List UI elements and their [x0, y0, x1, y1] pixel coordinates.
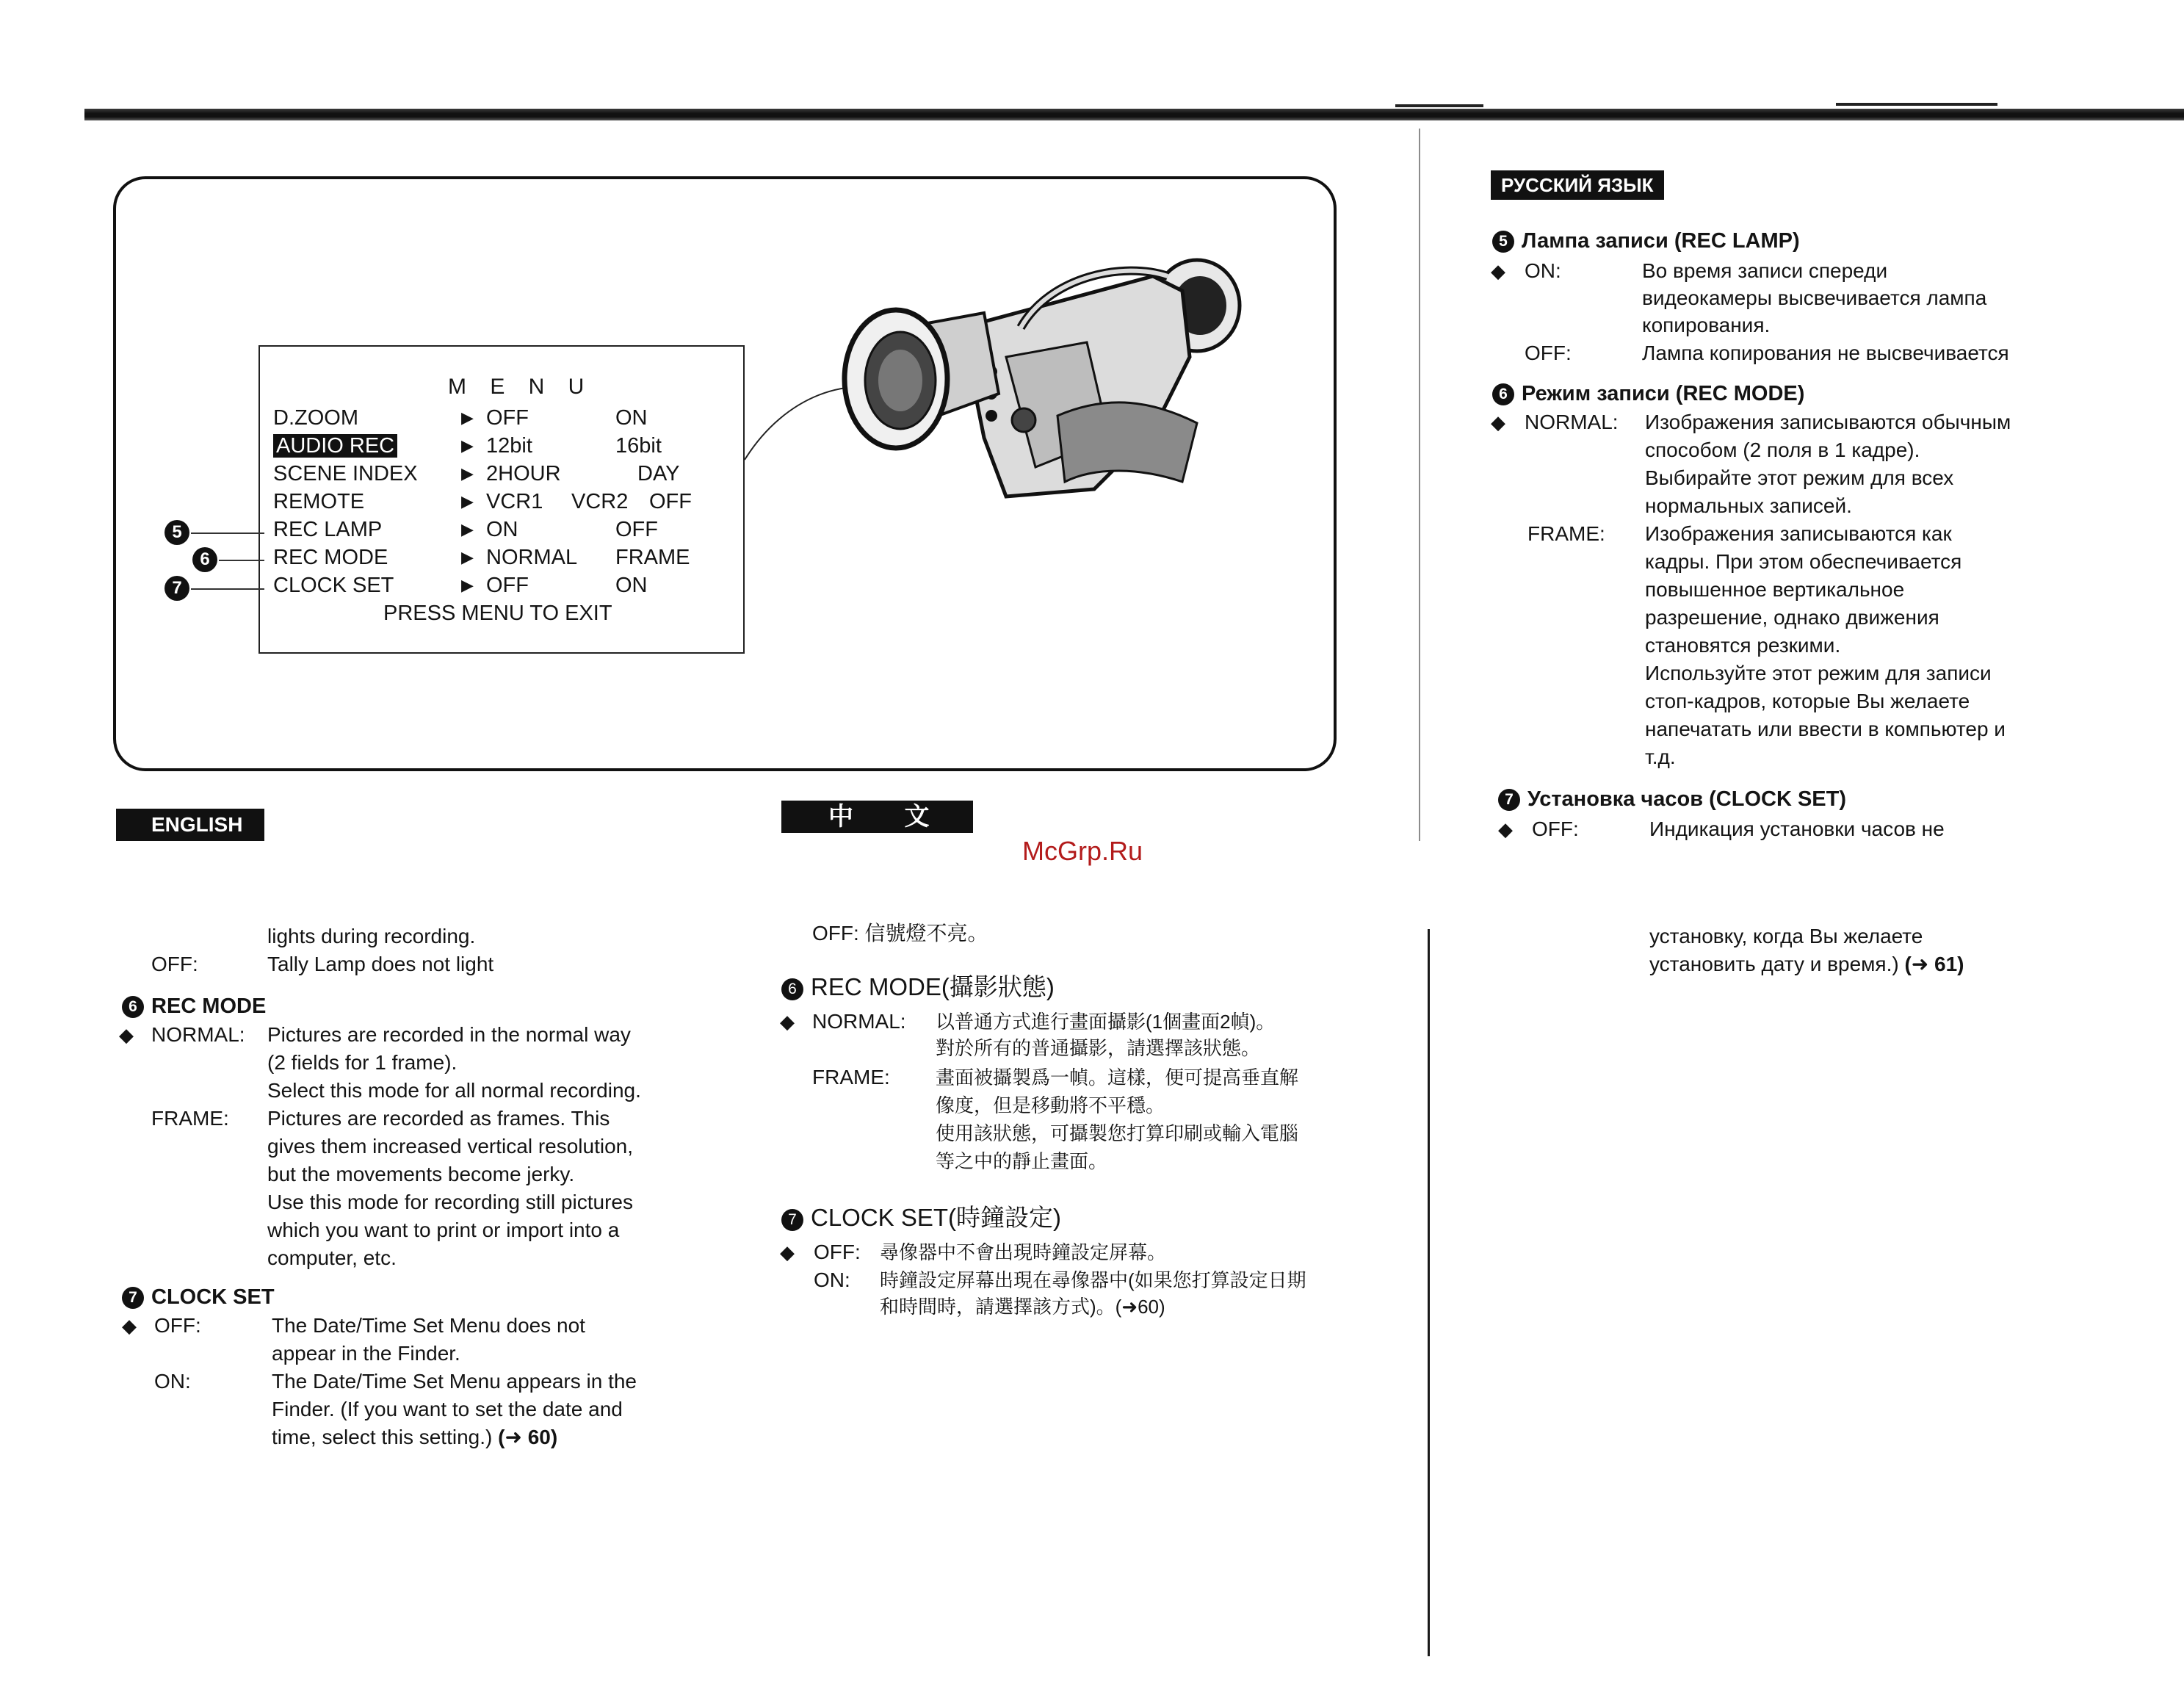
en-normal-line: Pictures are recorded in the normal way — [267, 1023, 631, 1046]
ru-clock-off-text: Индикация установки часов не — [1649, 817, 1945, 840]
zh-clock-on-line: 和時間時，請選擇該方式)。(➜60) — [880, 1296, 1165, 1318]
menu-label-rec-lamp: REC LAMP — [273, 518, 383, 541]
en-clock-off-line: The Date/Time Set Menu does not — [272, 1314, 585, 1337]
ru-rec-mode-title: Режим записи (REC MODE) — [1522, 382, 1805, 405]
zh-clock-set-heading — [781, 1205, 1061, 1231]
menu-arrow-icon: ▶ — [461, 492, 474, 510]
zh-frame-line: 像度，但是移動將不平穩。 — [936, 1094, 1165, 1116]
zh-clock-off-text: 尋像器中不會出現時鐘設定屏幕。 — [880, 1241, 1167, 1263]
en-frame-line: which you want to print or import into a — [267, 1219, 620, 1241]
zh-normal-label: NORMAL: — [812, 1010, 906, 1033]
callout-7-badge: 7 — [164, 576, 189, 601]
ru-clock-tail-text: установить дату и время.) — [1649, 953, 1899, 975]
number-badge: 7 — [781, 1209, 803, 1231]
callout-leader — [219, 560, 264, 561]
number-badge: 6 — [122, 996, 144, 1018]
en-clock-on-text: time, select this setting.) — [272, 1426, 493, 1448]
ru-frame-line: становятся резкими. — [1645, 634, 1841, 657]
number-badge: 7 — [122, 1287, 144, 1309]
ru-normal-line: нормальных записей. — [1645, 494, 1852, 517]
zh-normal-line: 以普通方式進行畫面攝影(1個畫面2幀)。 — [936, 1011, 1276, 1033]
ru-frame-line: т.д. — [1645, 746, 1676, 768]
callout-5-badge: 5 — [164, 520, 189, 545]
en-rec-mode-heading — [122, 993, 266, 1019]
zh-rec-mode-heading — [781, 974, 1055, 1000]
ru-lamp-on-line: копирования. — [1642, 314, 1771, 336]
menu-title: M E N U — [448, 375, 593, 399]
en-frame-line: Use this mode for recording still pictures — [267, 1191, 633, 1213]
en-normal-line: (2 fields for 1 frame). — [267, 1051, 458, 1074]
menu-option: OFF — [486, 574, 529, 597]
diamond-bullet-icon: ◆ — [780, 1011, 795, 1033]
callout-leader — [191, 588, 264, 590]
en-clock-on-label: ON: — [154, 1370, 191, 1393]
ru-lamp-off-label: OFF: — [1525, 342, 1572, 364]
zh-frame-label: FRAME: — [812, 1066, 890, 1089]
en-frame-line: gives them increased vertical resolution, — [267, 1135, 634, 1158]
number-badge: 7 — [1498, 789, 1520, 811]
ru-lamp-on-label: ON: — [1525, 259, 1561, 282]
menu-option: FRAME — [615, 546, 690, 569]
menu-option: VCR2 — [571, 490, 629, 513]
ru-frame-line: стоп-кадров, которые Вы желаете — [1645, 690, 1970, 712]
zh-frame-line: 等之中的靜止畫面。 — [936, 1150, 1108, 1172]
ru-rec-mode-heading — [1492, 380, 1804, 407]
ru-clock-tail-line-last — [1649, 950, 1964, 978]
ru-frame-label: FRAME: — [1527, 522, 1605, 545]
menu-option: 12bit — [486, 434, 532, 458]
lang-tag-russian: РУССКИЙ ЯЗЫК — [1491, 170, 1664, 200]
ru-normal-line: способом (2 поля в 1 кадре). — [1645, 438, 1920, 461]
en-normal-label: NORMAL: — [151, 1023, 245, 1046]
callout-6-badge: 6 — [192, 547, 217, 572]
zh-clock-on-line: 時鐘設定屏幕出現在尋像器中(如果您打算設定日期 — [880, 1269, 1306, 1291]
zh-rec-mode-title: REC MODE(攝影狀態) — [811, 973, 1055, 1000]
menu-label-audio-rec-highlight: AUDIO REC — [273, 434, 397, 458]
menu-label-scene-index: SCENE INDEX — [273, 462, 418, 485]
diamond-bullet-icon: ◆ — [119, 1024, 134, 1046]
menu-option: ON — [615, 574, 648, 597]
diamond-bullet-icon: ◆ — [1498, 818, 1513, 840]
ru-frame-line: Изображения записываются как — [1645, 522, 1952, 545]
ru-clock-set-heading — [1498, 786, 1846, 812]
menu-option: ON — [486, 518, 518, 541]
callout-leader — [191, 532, 264, 534]
en-clock-set-heading — [122, 1284, 275, 1310]
menu-arrow-icon: ▶ — [461, 520, 474, 538]
ru-rec-lamp-title: Лампа записи (REC LAMP) — [1522, 229, 1800, 253]
diamond-bullet-icon: ◆ — [122, 1315, 137, 1337]
column-divider-right — [1419, 129, 1420, 841]
en-clock-on-line: The Date/Time Set Menu appears in the — [272, 1370, 637, 1393]
menu-option: 2HOUR — [486, 462, 561, 485]
top-rule-speck — [1395, 104, 1483, 107]
menu-label-audio-rec — [273, 433, 397, 458]
watermark: McGrp.Ru — [1022, 836, 1143, 866]
menu-option: OFF — [649, 490, 692, 513]
menu-option: DAY — [637, 462, 680, 485]
top-rule — [84, 109, 2184, 120]
en-clock-off-label: OFF: — [154, 1314, 201, 1337]
column-divider-lower — [1428, 929, 1430, 1656]
zh-frame-line: 使用該狀態，可攝製您打算印刷或輸入電腦 — [936, 1122, 1299, 1144]
menu-option: ON — [615, 406, 648, 430]
menu-option: OFF — [486, 406, 529, 430]
menu-option: 16bit — [615, 434, 662, 458]
en-frame-line: computer, etc. — [267, 1246, 397, 1269]
en-lamp-off-label: OFF: — [151, 953, 198, 975]
menu-option: VCR1 — [486, 490, 543, 513]
en-clock-on-line-last — [272, 1423, 557, 1451]
en-clock-set-title: CLOCK SET — [151, 1285, 275, 1309]
zh-clock-on-label: ON: — [814, 1268, 850, 1291]
ru-clock-tail-line: установку, когда Вы желаете — [1649, 925, 1923, 947]
diamond-bullet-icon: ◆ — [1491, 411, 1505, 433]
en-lamp-off-text: Tally Lamp does not light — [267, 953, 494, 975]
en-lamp-on-tail: lights during recording. — [267, 925, 476, 947]
ru-frame-line: Используйте этот режим для записи — [1645, 662, 1992, 685]
ru-frame-line: разрешение, однако движения — [1645, 606, 1939, 629]
menu-option: OFF — [615, 518, 658, 541]
menu-option: NORMAL — [486, 546, 578, 569]
zh-lamp-off: OFF: 信號燈不亮。 — [812, 922, 988, 945]
en-frame-line: but the movements become jerky. — [267, 1163, 575, 1185]
ru-clock-off-label: OFF: — [1532, 817, 1579, 840]
ru-frame-line: напечатать или ввести в компьютер и — [1645, 718, 2006, 740]
number-badge: 5 — [1492, 231, 1514, 253]
top-rule-speck — [1836, 103, 1997, 106]
menu-label-clock-set: CLOCK SET — [273, 574, 394, 597]
ru-frame-line: кадры. При этом обеспечивается — [1645, 550, 1962, 573]
number-badge: 6 — [781, 978, 803, 1000]
zh-clock-off-label: OFF: — [814, 1241, 861, 1263]
number-badge: 6 — [1492, 383, 1514, 405]
ru-normal-line: Выбирайте этот режим для всех — [1645, 466, 1954, 489]
zh-clock-set-title: CLOCK SET(時鐘設定) — [811, 1204, 1062, 1231]
zh-normal-line: 對於所有的普通攝影，請選擇該狀態。 — [936, 1037, 1261, 1059]
menu-arrow-icon: ▶ — [461, 576, 474, 594]
menu-label-rec-mode: REC MODE — [273, 546, 388, 569]
ru-normal-line: Изображения записываются обычным — [1645, 411, 2011, 433]
lang-tag-chinese: 中 文 — [781, 801, 973, 833]
ru-rec-lamp-heading — [1492, 228, 1800, 254]
menu-arrow-icon: ▶ — [461, 436, 474, 455]
diamond-bullet-icon: ◆ — [780, 1241, 795, 1263]
menu-arrow-icon: ▶ — [461, 464, 474, 483]
page-ref: (➜ 61) — [1904, 953, 1964, 975]
en-clock-off-line: appear in the Finder. — [272, 1342, 460, 1365]
zh-frame-line: 畫面被攝製爲一幀。這樣，便可提高垂直解 — [936, 1066, 1299, 1089]
menu-arrow-icon: ▶ — [461, 548, 474, 566]
diamond-bullet-icon: ◆ — [1491, 260, 1505, 282]
page-ref: (➜ 60) — [498, 1426, 558, 1448]
menu-label-dzoom: D.ZOOM — [273, 406, 358, 430]
ru-lamp-on-line: Во время записи спереди — [1642, 259, 1888, 282]
ru-normal-label: NORMAL: — [1525, 411, 1619, 433]
ru-clock-set-title: Установка часов (CLOCK SET) — [1527, 787, 1846, 811]
menu-label-remote: REMOTE — [273, 490, 365, 513]
en-rec-mode-title: REC MODE — [151, 994, 267, 1018]
en-frame-line: Pictures are recorded as frames. This — [267, 1107, 610, 1130]
menu-arrow-icon: ▶ — [461, 408, 474, 427]
en-frame-label: FRAME: — [151, 1107, 229, 1130]
ru-lamp-on-line: видеокамеры высвечивается лампа — [1642, 286, 1987, 309]
ru-frame-line: повышенное вертикальное — [1645, 578, 1905, 601]
lang-tag-english: ENGLISH — [116, 809, 264, 841]
camcorder-illustration — [742, 247, 1270, 526]
en-normal-line: Select this mode for all normal recording. — [267, 1079, 641, 1102]
menu-footer: PRESS MENU TO EXIT — [383, 602, 612, 625]
en-clock-on-line: Finder. (If you want to set the date and — [272, 1398, 623, 1420]
ru-lamp-off-text: Лампа копирования не высвечивается — [1642, 342, 2009, 364]
